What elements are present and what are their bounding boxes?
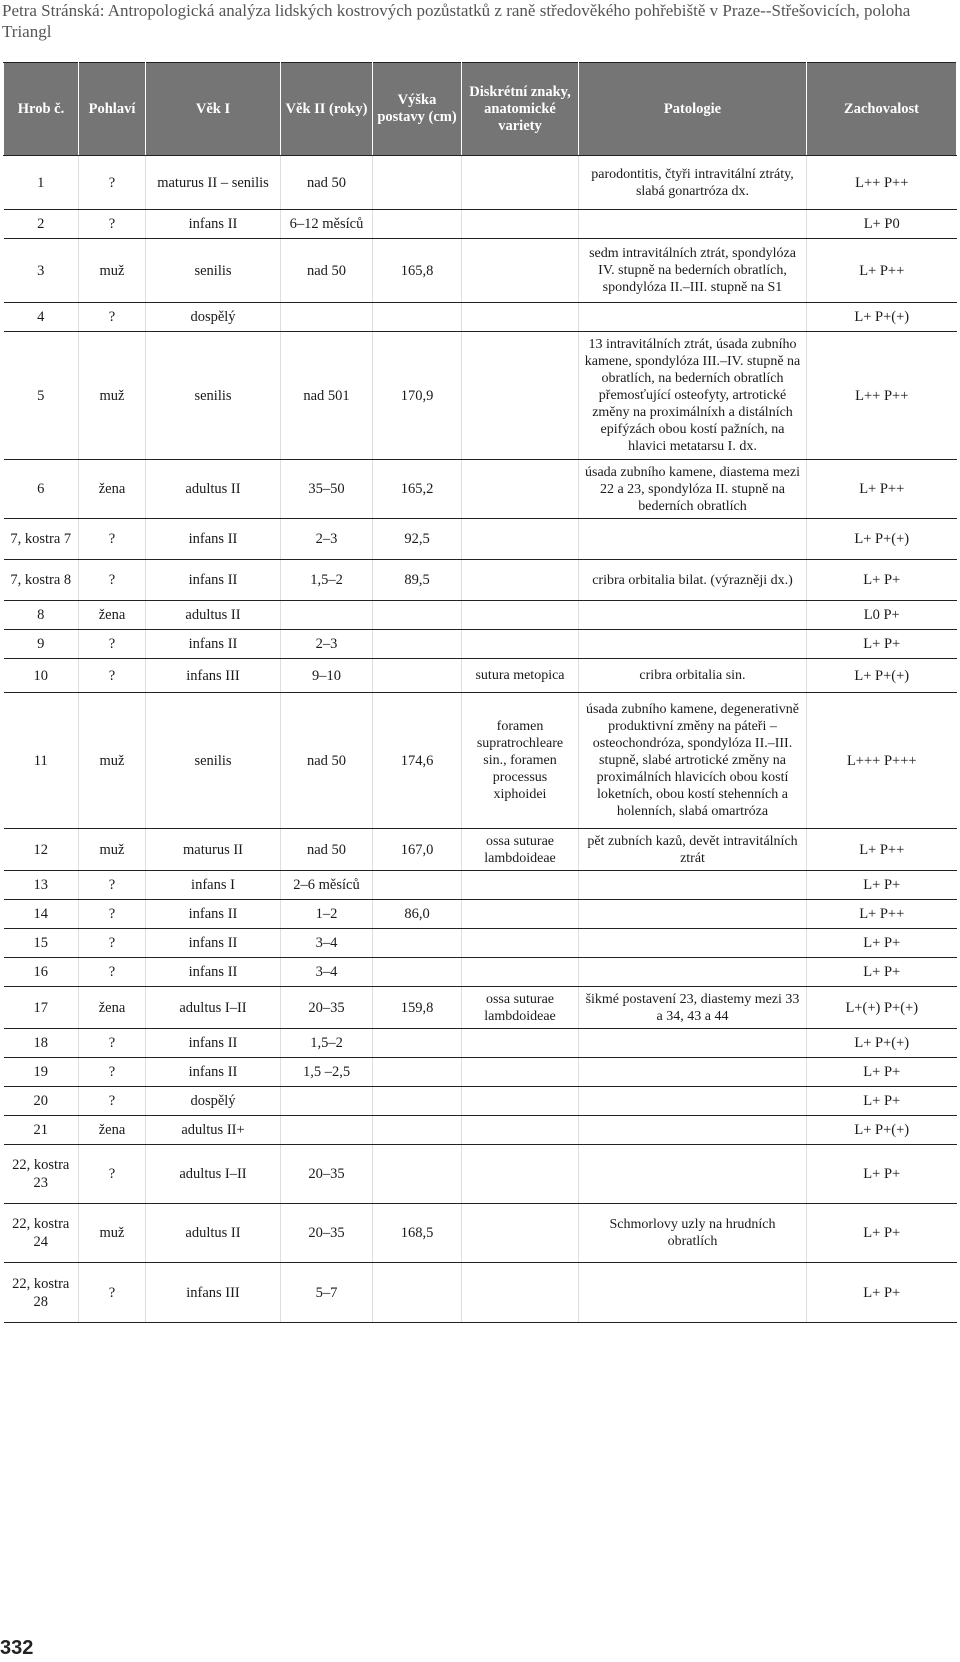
cell-age2: 6–12 měsíců [281,210,373,239]
cell-pathology [579,929,807,958]
cell-height: 86,0 [373,900,462,929]
cell-age2: 35–50 [281,460,373,519]
cell-pathology: cribra orbitalia bilat. (výrazněji dx.) [579,560,807,601]
table-row [4,871,957,900]
cell-pathology [579,1145,807,1204]
cell-age2: nad 501 [281,332,373,460]
cell-height [373,1029,462,1058]
cell-age2: 20–35 [281,1204,373,1263]
cell-discrete [462,332,579,460]
table-row [4,1145,957,1204]
cell-sex: ? [79,1263,146,1323]
cell-height [373,1087,462,1116]
cell-discrete [462,1116,579,1145]
table-row [4,1116,957,1145]
cell-age1: dospělý [146,1087,281,1116]
cell-height: 174,6 [373,693,462,829]
cell-discrete [462,1204,579,1263]
cell-preservation: L+(+) P+(+) [807,987,957,1029]
table-row [4,156,957,210]
cell-grave: 21 [4,1116,79,1145]
cell-age1: infans II [146,1058,281,1087]
cell-height [373,958,462,987]
cell-age1: infans II [146,519,281,560]
cell-preservation: L+ P++ [807,829,957,871]
cell-age1: infans I [146,871,281,900]
table-body [4,156,957,1323]
cell-pathology: úsada zubního kamene, degenerativně produktivní změny na páteři – osteochondróza, spondylóza II.–III. stupně, slabé artrotické změny na proximálních hlavicích obou kostí loketních, obou kostí stehenních a holenních, slabá omartróza [579,693,807,829]
cell-sex: ? [79,871,146,900]
cell-height: 170,9 [373,332,462,460]
cell-age1: adultus I–II [146,987,281,1029]
cell-discrete [462,239,579,303]
table-row [4,1087,957,1116]
header-age2: Věk II (roky) [281,63,373,156]
cell-pathology: Schmorlovy uzly na hrudních obratlích [579,1204,807,1263]
cell-sex: žena [79,1116,146,1145]
cell-preservation: L+ P+ [807,958,957,987]
cell-age1: adultus II [146,460,281,519]
cell-grave: 2 [4,210,79,239]
cell-age1: maturus II [146,829,281,871]
table-row [4,693,957,829]
cell-pathology [579,210,807,239]
cell-pathology [579,1116,807,1145]
cell-height: 92,5 [373,519,462,560]
cell-age2: 1,5–2 [281,560,373,601]
cell-age2: 1,5–2 [281,1029,373,1058]
cell-age2: 1–2 [281,900,373,929]
cell-preservation: L++ P++ [807,332,957,460]
cell-preservation: L+ P+(+) [807,1116,957,1145]
cell-grave: 20 [4,1087,79,1116]
cell-preservation: L+ P+ [807,1058,957,1087]
cell-grave: 1 [4,156,79,210]
cell-sex: ? [79,560,146,601]
cell-age1: dospělý [146,303,281,332]
cell-preservation: L+ P+ [807,630,957,659]
cell-preservation: L+ P+ [807,1204,957,1263]
cell-preservation: L+ P+ [807,1263,957,1323]
cell-height [373,1116,462,1145]
cell-discrete [462,1145,579,1204]
cell-sex: ? [79,1087,146,1116]
cell-height [373,210,462,239]
header-preservation: Zachovalost [807,63,957,156]
table-row [4,900,957,929]
cell-sex: muž [79,239,146,303]
cell-discrete [462,1087,579,1116]
cell-discrete [462,460,579,519]
header-grave: Hrob č. [4,63,79,156]
cell-preservation: L+ P+ [807,1087,957,1116]
cell-sex: ? [79,958,146,987]
cell-age1: infans III [146,659,281,693]
cell-pathology [579,303,807,332]
running-head: Petra Stránská: Antropologická analýza lidských kostrových pozůstatků z raně středověkého pohřebiště v Praze--Střešovicích, poloha Triangl [2,1,911,41]
table-row [4,303,957,332]
cell-age1: infans II [146,900,281,929]
cell-grave: 13 [4,871,79,900]
cell-pathology [579,601,807,630]
cell-height [373,929,462,958]
cell-grave: 11 [4,693,79,829]
cell-pathology [579,519,807,560]
cell-height [373,871,462,900]
cell-age2: nad 50 [281,829,373,871]
cell-pathology: cribra orbitalia sin. [579,659,807,693]
cell-height: 168,5 [373,1204,462,1263]
cell-height [373,630,462,659]
cell-pathology [579,1087,807,1116]
cell-discrete: ossa suturae lambdoideae [462,829,579,871]
cell-sex: muž [79,1204,146,1263]
cell-grave: 9 [4,630,79,659]
cell-grave: 4 [4,303,79,332]
cell-age2: 2–3 [281,630,373,659]
cell-grave: 12 [4,829,79,871]
cell-height: 165,8 [373,239,462,303]
cell-height [373,601,462,630]
cell-age2: 20–35 [281,987,373,1029]
cell-age1: infans III [146,1263,281,1323]
header-pathology: Patologie [579,63,807,156]
header-sex: Pohlaví [79,63,146,156]
cell-age2 [281,1087,373,1116]
header-row [4,63,957,156]
table-row [4,601,957,630]
cell-sex: muž [79,332,146,460]
cell-age1: adultus II [146,601,281,630]
cell-age2 [281,1116,373,1145]
header-height: Výška postavy (cm) [373,63,462,156]
cell-preservation: L0 P+ [807,601,957,630]
table-row [4,239,957,303]
cell-age1: maturus II – senilis [146,156,281,210]
cell-pathology: parodontitis, čtyři intravitální ztráty, slabá gonartróza dx. [579,156,807,210]
cell-discrete [462,210,579,239]
cell-age2: 20–35 [281,1145,373,1204]
cell-grave: 5 [4,332,79,460]
cell-age2: 2–6 měsíců [281,871,373,900]
table-row [4,659,957,693]
table-row [4,460,957,519]
cell-pathology [579,900,807,929]
cell-preservation: L+++ P+++ [807,693,957,829]
table-row [4,332,957,460]
cell-preservation: L++ P++ [807,156,957,210]
cell-grave: 22, kostra 28 [4,1263,79,1323]
cell-height: 89,5 [373,560,462,601]
table-row [4,987,957,1029]
cell-preservation: L+ P+ [807,929,957,958]
table-row [4,958,957,987]
cell-discrete [462,1058,579,1087]
cell-discrete [462,519,579,560]
cell-age1: adultus II+ [146,1116,281,1145]
cell-discrete: foramen supratrochleare sin., foramen processus xiphoidei [462,693,579,829]
cell-pathology [579,1263,807,1323]
cell-preservation: L+ P+(+) [807,519,957,560]
cell-preservation: L+ P+ [807,560,957,601]
cell-age2: nad 50 [281,156,373,210]
cell-discrete [462,958,579,987]
cell-sex: muž [79,693,146,829]
cell-age1: infans II [146,958,281,987]
cell-preservation: L+ P++ [807,900,957,929]
table-row [4,1029,957,1058]
cell-preservation: L+ P0 [807,210,957,239]
cell-pathology: 13 intravitálních ztrát, úsada zubního kamene, spondylóza III.–IV. stupně na obratlích, na bederních obratlích přemosťující osteofyty, artrotické změny na proximálníxh a distálních epifýzách obou kostí pažních, na hlavici metatarsu I. dx. [579,332,807,460]
cell-sex: žena [79,460,146,519]
cell-sex: ? [79,659,146,693]
cell-sex: žena [79,601,146,630]
cell-grave: 8 [4,601,79,630]
header-discrete: Diskrétní znaky, anatomické variety [462,63,579,156]
cell-height [373,1263,462,1323]
cell-discrete [462,900,579,929]
cell-age1: adultus I–II [146,1145,281,1204]
cell-grave: 7, kostra 8 [4,560,79,601]
cell-preservation: L+ P+(+) [807,659,957,693]
cell-pathology: pět zubních kazů, devět intravitálních ztrát [579,829,807,871]
table-row [4,1263,957,1323]
cell-age1: infans II [146,1029,281,1058]
cell-discrete [462,1029,579,1058]
cell-grave: 6 [4,460,79,519]
cell-sex: ? [79,900,146,929]
cell-age2: nad 50 [281,693,373,829]
cell-height: 159,8 [373,987,462,1029]
cell-preservation: L+ P+(+) [807,1029,957,1058]
table-row [4,929,957,958]
cell-discrete: ossa suturae lambdoideae [462,987,579,1029]
cell-discrete [462,1263,579,1323]
cell-discrete [462,560,579,601]
cell-pathology: úsada zubního kamene, diastema mezi 22 a 23, spondylóza II. stupně na bederních obratlích [579,460,807,519]
cell-discrete [462,156,579,210]
cell-sex: ? [79,210,146,239]
cell-age2: 3–4 [281,929,373,958]
cell-age1: infans II [146,210,281,239]
cell-age1: infans II [146,560,281,601]
cell-pathology [579,630,807,659]
cell-age2: 2–3 [281,519,373,560]
cell-age1: senilis [146,332,281,460]
cell-age2: 1,5 –2,5 [281,1058,373,1087]
cell-height [373,659,462,693]
cell-age1: senilis [146,693,281,829]
cell-grave: 7, kostra 7 [4,519,79,560]
cell-grave: 22, kostra 24 [4,1204,79,1263]
cell-sex: ? [79,1058,146,1087]
cell-discrete [462,630,579,659]
cell-pathology [579,958,807,987]
cell-grave: 14 [4,900,79,929]
cell-discrete [462,871,579,900]
cell-grave: 15 [4,929,79,958]
cell-age1: infans II [146,630,281,659]
cell-age1: senilis [146,239,281,303]
cell-preservation: L+ P+ [807,1145,957,1204]
cell-age1: adultus II [146,1204,281,1263]
cell-preservation: L+ P++ [807,239,957,303]
cell-pathology [579,1029,807,1058]
cell-sex: žena [79,987,146,1029]
cell-discrete [462,303,579,332]
cell-sex: ? [79,1029,146,1058]
cell-pathology: sedm intravitálních ztrát, spondylóza IV. stupně na bederních obratlích, spondylóza II.–III. stupně na S1 [579,239,807,303]
cell-height [373,1058,462,1087]
table-row [4,829,957,871]
cell-height: 167,0 [373,829,462,871]
cell-grave: 16 [4,958,79,987]
cell-pathology: šikmé postavení 23, diastemy mezi 33 a 34, 43 a 44 [579,987,807,1029]
cell-grave: 3 [4,239,79,303]
cell-age2: nad 50 [281,239,373,303]
cell-height: 165,2 [373,460,462,519]
header-age1: Věk I [146,63,281,156]
cell-preservation: L+ P+ [807,871,957,900]
cell-age2 [281,601,373,630]
cell-grave: 18 [4,1029,79,1058]
page-number: 332 [0,1637,34,1659]
cell-age2: 5–7 [281,1263,373,1323]
cell-pathology [579,1058,807,1087]
cell-sex: ? [79,156,146,210]
cell-preservation: L+ P+(+) [807,303,957,332]
cell-age1: infans II [146,929,281,958]
cell-grave: 22, kostra 23 [4,1145,79,1204]
cell-height [373,303,462,332]
cell-discrete: sutura metopica [462,659,579,693]
cell-height [373,156,462,210]
table-row [4,519,957,560]
cell-grave: 10 [4,659,79,693]
cell-grave: 17 [4,987,79,1029]
table-row [4,630,957,659]
cell-sex: ? [79,303,146,332]
cell-sex: ? [79,929,146,958]
cell-preservation: L+ P++ [807,460,957,519]
skeletal-remains-table [3,62,957,1323]
table-row [4,560,957,601]
cell-age2: 3–4 [281,958,373,987]
cell-sex: ? [79,1145,146,1204]
cell-grave: 19 [4,1058,79,1087]
table-row [4,1204,957,1263]
table-row [4,1058,957,1087]
cell-sex: ? [79,630,146,659]
cell-sex: muž [79,829,146,871]
cell-age2 [281,303,373,332]
cell-pathology [579,871,807,900]
table-row [4,210,957,239]
cell-discrete [462,601,579,630]
cell-discrete [462,929,579,958]
cell-sex: ? [79,519,146,560]
cell-age2: 9–10 [281,659,373,693]
cell-height [373,1145,462,1204]
